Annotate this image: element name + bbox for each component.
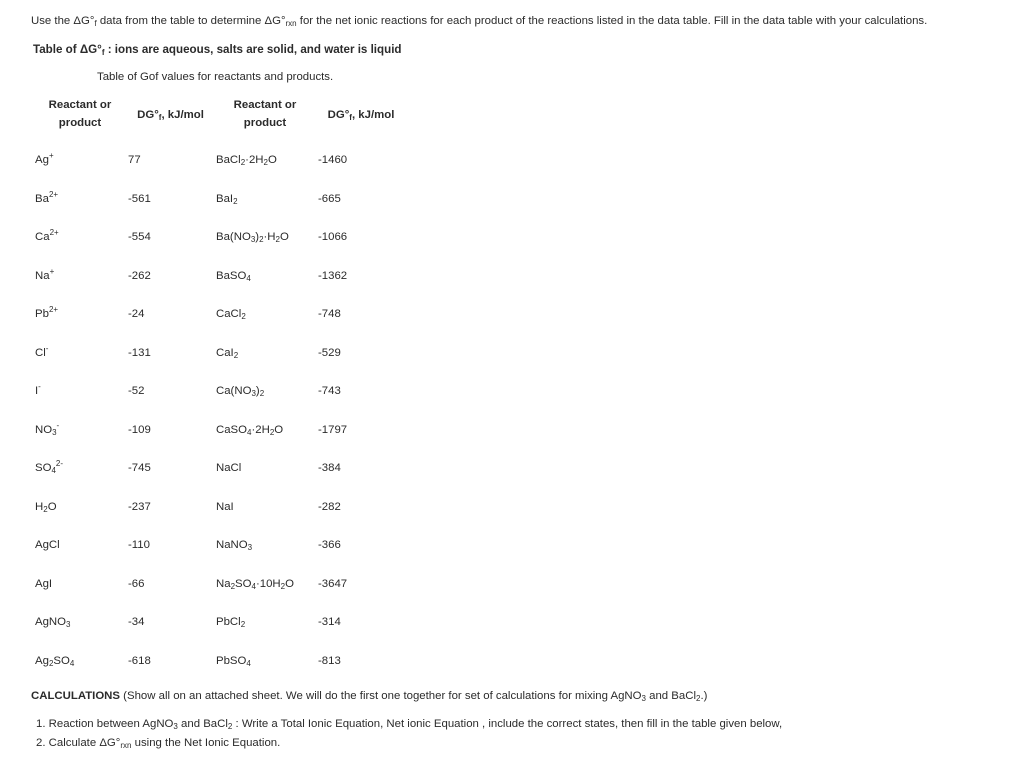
dgf-value-cell: -554 [128, 231, 151, 243]
species-cell: $BaCl_2\cdot 2H_2O$ [216, 154, 277, 167]
dgf-value-cell: -237 [128, 501, 151, 513]
species-cell: $H_2O$ [35, 501, 57, 514]
header-dgf-1: $DG^\circ_f$, kJ/mol [137, 109, 204, 122]
species-cell: $Ca^{2+}$ [35, 228, 59, 243]
dgf-value-cell: -34 [128, 616, 145, 628]
dgf-value-cell: -366 [318, 539, 341, 551]
dgf-value-cell: -1460 [318, 154, 348, 166]
species-cell: $Na_2SO_4\cdot 10H_2O$ [216, 578, 294, 591]
species-cell: Ag+ [35, 151, 54, 166]
species-cell: CaCl$_2$ [216, 308, 246, 321]
species-cell: CaI$_2$ [216, 347, 239, 360]
dgf-value-cell: -618 [128, 655, 151, 667]
dgf-value-cell: -745 [128, 462, 151, 474]
species-cell: $Ca(NO_3)_2$ [216, 385, 265, 398]
species-cell: Na+ [35, 267, 55, 282]
dgf-value-cell: -529 [318, 347, 341, 359]
header-reactant-product-1: Reactant or product [48, 99, 112, 129]
dgf-value-cell: -314 [318, 616, 341, 628]
header-dgf-2: $DG^\circ_f$, kJ/mol [327, 109, 395, 122]
dgf-value-cell: -1362 [318, 270, 348, 282]
dgf-value-cell: -3647 [318, 578, 348, 590]
instructions-text: Use the $\Delta G^\circ_f$ data from the table to determine $\Delta G^\circ_{rxn}$ for the net ionic reactions for each product of the reactions listed in the data table. Fill in the data table with your calculations. [31, 15, 928, 28]
header-reactant-product-2: Reactant or product [233, 99, 297, 129]
species-cell: PbSO$_4$ [216, 655, 251, 668]
species-cell: I- [35, 382, 41, 397]
species-cell: Cl- [35, 344, 49, 359]
dgf-value-cell: -52 [128, 385, 145, 397]
species-cell: BaSO$_4$ [216, 270, 251, 283]
species-cell: $Ba^{2+}$ [35, 190, 59, 205]
species-cell: PbCl$_2$ [216, 616, 246, 629]
species-cell: AgCl [35, 539, 60, 551]
species-cell: $SO_4^{2-}$ [35, 459, 64, 475]
dgf-value-cell: -561 [128, 193, 151, 205]
species-cell: $Ba(NO_3)_2\cdot H_2O$ [216, 231, 289, 244]
step-1-text: 1. Reaction between AgNO$_3$ and BaCl$_2$ : Write a Total Ionic Equation, Net ionic Equation , include the correct states, then fill in the table given below, [36, 718, 783, 731]
species-cell: $Ag_2SO_4$ [35, 655, 75, 668]
species-cell: $Pb^{2+}$ [35, 305, 59, 320]
dgf-value-cell: -282 [318, 501, 341, 513]
dgf-value-cell: -813 [318, 655, 341, 667]
dgf-value-cell: -1066 [318, 231, 348, 243]
dgf-value-cell: -24 [128, 308, 145, 320]
table-heading: Table of $\Delta G^\circ_f$ : ions are aqueous, salts are solid, and water is liquid [33, 43, 402, 57]
species-cell: BaI$_2$ [216, 193, 238, 206]
dgf-value-cell: -109 [128, 424, 151, 436]
step-2-text: 2. Calculate $\Delta G^\circ_{rxn}$ using the Net Ionic Equation. [36, 737, 281, 750]
species-cell: NaNO$_3$ [216, 539, 253, 552]
species-cell: NaI [216, 501, 234, 513]
species-cell: NaCl [216, 462, 242, 474]
dgf-value-cell: -1797 [318, 424, 348, 436]
calculations-text: CALCULATIONS (Show all on an attached sheet. We will do the first one together for set of calculations for mixing AgNO$_3$ and BaCl$_2$.) [31, 690, 708, 703]
dgf-value-cell: -665 [318, 193, 341, 205]
species-cell: AgNO$_3$ [35, 616, 71, 629]
species-cell: $NO_3^-$ [35, 421, 60, 437]
dgf-value-cell: -262 [128, 270, 151, 282]
dgf-value-cell: -743 [318, 385, 341, 397]
dgf-value-cell: -66 [128, 578, 145, 590]
dgf-value-cell: 77 [128, 154, 141, 166]
dgf-value-cell: -384 [318, 462, 341, 474]
species-cell: AgI [35, 578, 53, 590]
table-caption: Table of Gof values for reactants and products. [97, 71, 334, 83]
species-cell: $CaSO_4\cdot 2H_2O$ [216, 424, 284, 437]
dgf-value-cell: -748 [318, 308, 341, 320]
dgf-value-cell: -110 [128, 539, 150, 551]
dgf-value-cell: -131 [128, 347, 151, 359]
